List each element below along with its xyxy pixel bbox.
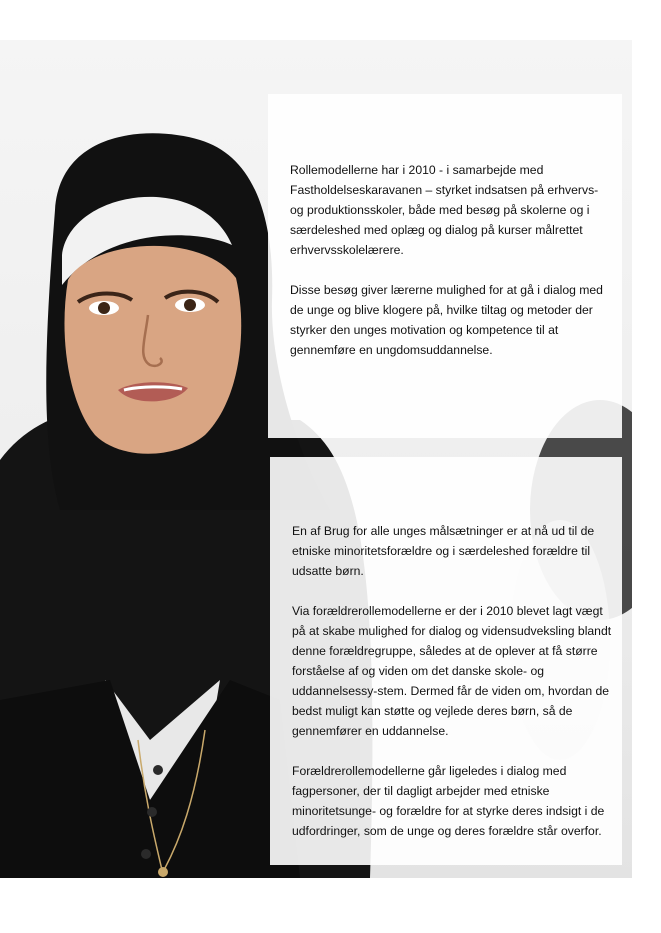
paragraph: En af Brug for alle unges målsætninger er at nå ud til de etniske minoritetsforældre og i særdeleshed forældre til udsatte børn. bbox=[292, 524, 595, 578]
text-box-bottom bbox=[270, 457, 622, 865]
text-box-top bbox=[268, 94, 622, 438]
paragraph: Rollemodellerne har i 2010 - i samarbejde med Fastholdelseskaravanen – styrket indsatsen på erhvervs- og produktionsskoler, både med besøg på skolerne og i særdeleshed med oplæg og dialog på kurser målrettet erhvervsskolelærere. bbox=[290, 163, 599, 257]
paragraph: Forældrerollemodellerne går ligeledes i dialog med fagpersoner, der til dagligt arbejder med etniske minoritetsunge- og forældre for at styrke deres indsigt i de udfordringer, som de unge og deres forældre står overfor. bbox=[292, 764, 605, 838]
paragraph: Disse besøg giver lærerne mulighed for at gå i dialog med de unge og blive klogere på, hvilke tiltag og metoder der styrker den unges motivation og kompetence til at gennemføre en ungdomsuddannelse. bbox=[290, 283, 603, 357]
paragraph: Via forældrerollemodellerne er der i 2010 blevet lagt vægt på at skabe mulighed for dialog og vidensudveksling blandt denne forældregruppe, således at de oplever at få større forståelse af og viden om det danske skole- og uddannelsessy-stem. Dermed får de viden om, hvordan de bedst muligt kan støtte og vejlede deres børn, så de gennemfører en uddannelse. bbox=[292, 604, 612, 738]
